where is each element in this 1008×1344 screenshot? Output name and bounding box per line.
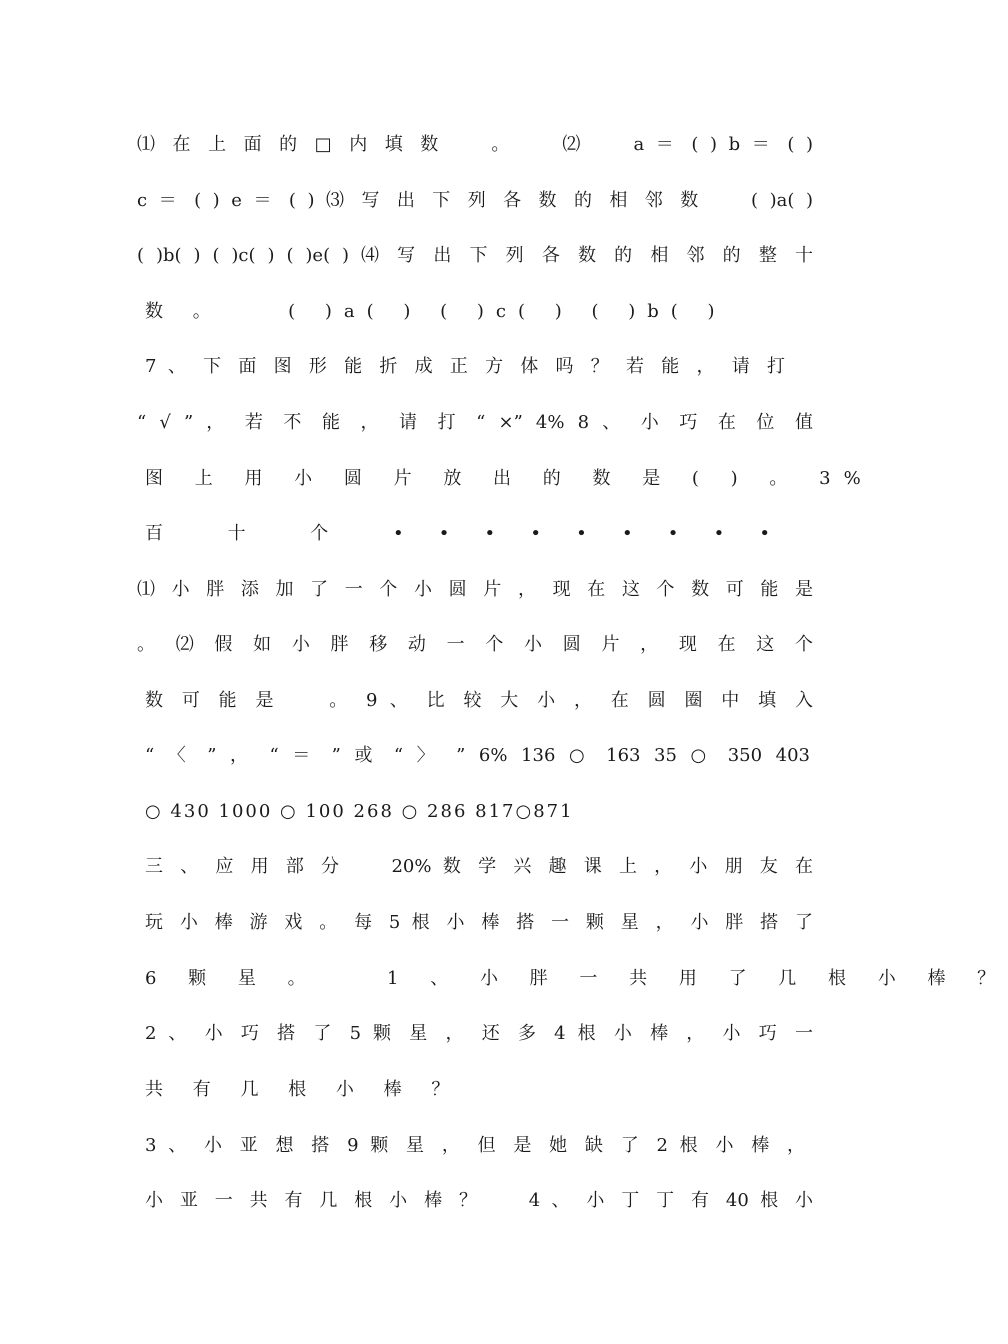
text-line-16: 6 颗 星 。 1 、 小 胖 一 共 用 了 几 根 小 棒 ？ (145, 968, 1008, 989)
text-line-13: ○ 430 1000 ○ 100 268 ○ 286 817○871 (145, 801, 574, 822)
text-line-9: ⑴ 小 胖 添 加 了 一 个 小 圆 片 ， 现 在 这 个 数 可 能 是 (137, 579, 813, 600)
text-line-17: 2 、 小 巧 搭 了 5 颗 星 ， 还 多 4 根 小 棒 ， 小 巧 一 (145, 1023, 813, 1044)
text-line-7: 图 上 用 小 圆 片 放 出 的 数 是 ( ) 。 3% (145, 468, 874, 489)
text-line-10: 。 ⑵ 假 如 小 胖 移 动 一 个 小 圆 片 ， 现 在 这 个 (137, 634, 813, 655)
text-line-15: 玩 小 棒 游 戏 。 每 5 根 小 棒 搭 一 颗 星 ， 小 胖 搭 了 (145, 912, 813, 933)
text-line-5: 7 、 下 面 图 形 能 折 成 正 方 体 吗 ？ 若 能 ， 请 打 (145, 356, 785, 377)
text-line-20: 小 亚 一 共 有 几 根 小 棒 ？ 4 、 小 丁 丁 有 40 根 小 (145, 1190, 813, 1211)
text-line-14: 三 、 应 用 部 分 20% 数 学 兴 趣 课 上 ， 小 朋 友 在 (145, 856, 813, 877)
text-line-3: ( )b( ) ( )c( ) ( )e( ) ⑷ 写 出 下 列 各 数 的 相 邻 的 整 十 (137, 245, 813, 266)
text-line-12: “ 〈 ” ， “ ＝ ” 或 “ 〉 ” 6% 136 ○ 163 35 ○ 350 403 (145, 745, 810, 766)
text-line-18: 共 有 几 根 小 棒 ？ (145, 1079, 462, 1100)
text-line-8: 百 十 个 • • • • • • • • • (145, 523, 770, 544)
text-line-2: c ＝ ( ) e ＝ ( ) ⑶ 写 出 下 列 各 数 的 相 邻 数 ( )a( ) (137, 190, 813, 211)
text-line-1: ⑴ 在 上 面 的 □ 内 填 数 。 ⑵ a ＝ ( ) b ＝ ( ) (137, 134, 813, 155)
text-line-11: 数 可 能 是 。 9 、 比 较 大 小 ， 在 圆 圈 中 填 入 (145, 690, 813, 711)
text-line-6: “ √ ” ， 若 不 能 ， 请 打 “ ×” 4% 8 、 小 巧 在 位 值 (137, 412, 813, 433)
text-line-4: 数 。 ( )a( ) ( )c( ) ( )b( ) (145, 301, 727, 322)
text-line-19: 3 、 小 亚 想 搭 9 颗 星 ， 但 是 她 缺 了 2 根 小 棒 ， (145, 1135, 805, 1156)
